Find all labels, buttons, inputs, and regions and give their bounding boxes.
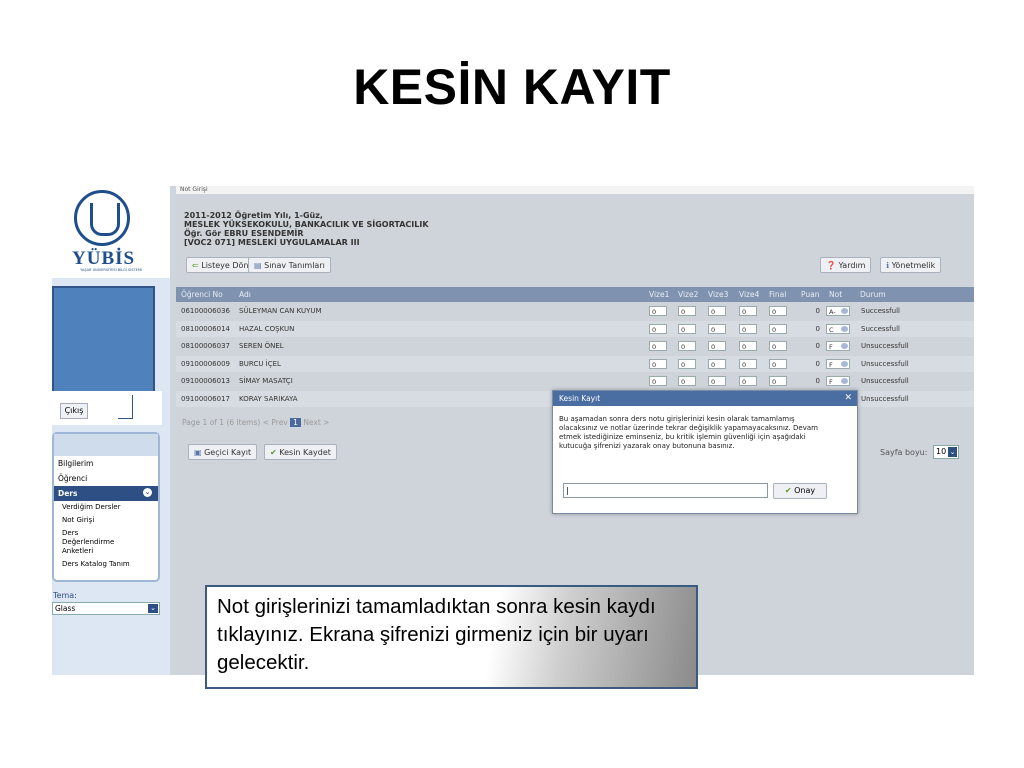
status-text: Unsuccessfull bbox=[861, 377, 909, 385]
submenu-item-ders-katalog[interactable]: Ders Katalog Tanım bbox=[62, 560, 130, 568]
confirm-label: Onay bbox=[794, 486, 816, 495]
score-value: 0 bbox=[815, 377, 820, 385]
submenu-item-not-girisi[interactable]: Not Girişi bbox=[62, 516, 95, 524]
student-name: KORAY SARIKAYA bbox=[239, 394, 298, 403]
grade-input[interactable]: 0 bbox=[739, 324, 757, 334]
exam-definitions-button[interactable] bbox=[248, 257, 331, 273]
column-header[interactable]: Öğrenci No bbox=[181, 290, 223, 299]
grade-input[interactable]: 0 bbox=[769, 324, 787, 334]
info-icon: ℹ bbox=[886, 261, 890, 270]
menu-item-bilgilerim[interactable]: Bilgilerim bbox=[58, 459, 94, 468]
pager-current[interactable]: 1 bbox=[290, 418, 301, 427]
menu-item-ders[interactable] bbox=[54, 486, 158, 501]
letter-grade-value: C bbox=[829, 325, 834, 334]
logo-emblem-icon bbox=[74, 190, 130, 246]
logo-subtitle: YAŞAR ÜNİVERSİTESİ BİLGİ SİSTEMİ bbox=[80, 268, 142, 272]
nav-menu bbox=[52, 432, 160, 582]
help-label: Yardım bbox=[838, 261, 866, 270]
letter-grade-select[interactable] bbox=[826, 324, 850, 334]
theme-label: Tema: bbox=[53, 591, 77, 600]
letter-grade-value: F bbox=[829, 343, 833, 351]
course-info-line: 2011-2012 Öğretim Yılı, 1-Güz, bbox=[184, 211, 323, 220]
page-size-select[interactable] bbox=[933, 445, 959, 459]
chevron-down-icon[interactable]: ⌄ bbox=[148, 604, 158, 613]
chevron-down-icon[interactable] bbox=[841, 343, 848, 349]
letter-grade-value: F bbox=[829, 360, 833, 369]
student-name: BURCU İÇEL bbox=[239, 359, 281, 368]
letter-grade-select[interactable] bbox=[826, 376, 850, 386]
check-icon: ✔ bbox=[270, 448, 277, 457]
grade-input[interactable]: 0 bbox=[708, 306, 726, 316]
grade-input[interactable]: 0 bbox=[649, 376, 667, 386]
grade-input[interactable]: 0 bbox=[769, 341, 787, 351]
theme-value: Glass bbox=[55, 604, 76, 613]
grade-input[interactable]: 0 bbox=[769, 376, 787, 386]
table-row bbox=[176, 356, 974, 372]
score-value: 0 bbox=[815, 307, 820, 315]
pager-prev[interactable]: < Prev bbox=[262, 418, 288, 427]
divider bbox=[132, 395, 133, 419]
student-number: 06100006036 bbox=[181, 307, 230, 315]
student-number: 08100006037 bbox=[181, 342, 230, 350]
password-input[interactable]: | bbox=[563, 483, 768, 498]
course-info-line: Öğr. Gör EBRU ESENDEMİR bbox=[184, 229, 304, 238]
grade-input[interactable]: 0 bbox=[649, 359, 667, 369]
grade-input[interactable]: 0 bbox=[649, 306, 667, 316]
help-icon: ❓ bbox=[826, 261, 836, 270]
grade-input[interactable]: 0 bbox=[678, 306, 696, 316]
course-info-line: MESLEK YÜKSEKOKULU, BANKACILIK VE SİGORTACILIK bbox=[184, 220, 429, 229]
letter-grade-select[interactable] bbox=[826, 359, 850, 369]
status-text: Successfull bbox=[861, 324, 900, 333]
table-row bbox=[176, 373, 974, 389]
grade-input[interactable]: 0 bbox=[649, 341, 667, 351]
chevron-down-icon[interactable] bbox=[841, 308, 848, 314]
score-value: 0 bbox=[815, 359, 820, 368]
final-save-label: Kesin Kaydet bbox=[279, 448, 331, 457]
table-row bbox=[176, 338, 974, 354]
column-header[interactable]: Durum bbox=[860, 290, 886, 299]
slide-title: KESİN KAYIT bbox=[353, 59, 671, 115]
status-text: Unsuccessfull bbox=[861, 359, 909, 368]
menu-item-ogrenci[interactable]: Öğrenci bbox=[58, 474, 88, 483]
letter-grade-value: A- bbox=[829, 308, 836, 316]
student-name: SEREN ÖNEL bbox=[239, 342, 284, 350]
pager bbox=[182, 418, 329, 427]
letter-grade-select[interactable] bbox=[826, 341, 850, 351]
submenu-item-verdigim-dersler[interactable]: Verdiğim Dersler bbox=[62, 503, 121, 511]
grade-input[interactable]: 0 bbox=[708, 341, 726, 351]
column-header[interactable]: Vize2 bbox=[678, 290, 699, 299]
student-number: 08100006014 bbox=[181, 324, 230, 333]
course-info bbox=[184, 211, 429, 247]
exam-definitions-label: Sınav Tanımları bbox=[264, 261, 325, 270]
grade-input[interactable]: 0 bbox=[678, 341, 696, 351]
regulation-label: Yönetmelik bbox=[891, 261, 936, 270]
arrow-left-icon: ⇐ bbox=[192, 261, 199, 270]
status-text: Unsuccessfull bbox=[861, 394, 909, 403]
help-button[interactable] bbox=[820, 257, 871, 273]
column-header[interactable]: Vize1 bbox=[649, 290, 670, 299]
regulation-button[interactable] bbox=[880, 257, 941, 273]
temporary-save-button[interactable] bbox=[188, 444, 257, 460]
table-row bbox=[176, 321, 974, 337]
course-info-line: [VOC2 071] MESLEKİ UYGULAMALAR III bbox=[184, 238, 360, 247]
document-icon: ▤ bbox=[254, 261, 262, 270]
logo-text: YÜBİS bbox=[72, 248, 136, 269]
save-icon: ▣ bbox=[194, 448, 202, 457]
chevron-down-icon[interactable] bbox=[841, 378, 848, 384]
column-header[interactable]: Vize4 bbox=[739, 290, 760, 299]
grade-input[interactable]: 0 bbox=[739, 376, 757, 386]
back-to-list-button[interactable] bbox=[186, 257, 254, 273]
caption-text: Not girişlerinizi tamamladıktan sonra kesin kaydı tıklayınız. Ekrana şifrenizi girmeniz için bir uyarı gelecektir. bbox=[217, 595, 656, 674]
score-value: 0 bbox=[815, 324, 820, 333]
table-row bbox=[176, 303, 974, 319]
grade-input[interactable]: 0 bbox=[769, 306, 787, 316]
student-name: SÜLEYMAN CAN KUYUM bbox=[239, 307, 322, 315]
dialog-title: Kesin Kayıt bbox=[559, 394, 601, 403]
column-header[interactable]: Adı bbox=[239, 290, 251, 299]
student-number: 09100006009 bbox=[181, 359, 230, 368]
status-text: Successfull bbox=[861, 307, 900, 315]
caption-callout bbox=[205, 585, 698, 689]
sidebar bbox=[52, 186, 170, 675]
pager-text: Page 1 of 1 (6 items) bbox=[182, 418, 261, 427]
student-name: HAZAL COŞKUN bbox=[239, 324, 295, 333]
column-header[interactable]: Vize3 bbox=[708, 290, 729, 299]
divider bbox=[118, 418, 133, 419]
grade-input[interactable]: 0 bbox=[739, 359, 757, 369]
score-value: 0 bbox=[815, 342, 820, 350]
user-panel bbox=[52, 286, 155, 404]
grade-input[interactable]: 0 bbox=[708, 376, 726, 386]
top-bar: Not Girişi bbox=[176, 186, 974, 194]
grade-input[interactable]: 0 bbox=[678, 324, 696, 334]
dialog-message: Bu aşamadan sonra ders notu girişlerinizi kesin olarak tamamlamış olacaksınız ve notlar üzerinde tekrar değişiklik yapamayacaksınız. Devam etmek istediğinize eminseniz, bu kritik işlemin güvenliği için aşağıdaki kutucuğa şifrenizi yazarak onay butonuna basınız. bbox=[559, 415, 818, 450]
back-to-list-label: Listeye Dön bbox=[201, 261, 249, 270]
pager-next[interactable]: Next > bbox=[303, 418, 330, 427]
letter-grade-select[interactable] bbox=[826, 306, 850, 316]
page-size-label: Sayfa boyu: bbox=[880, 448, 928, 457]
student-name: SİMAY MASATÇI bbox=[239, 377, 293, 385]
status-text: Unsuccessfull bbox=[861, 342, 909, 350]
grade-input[interactable]: 0 bbox=[708, 359, 726, 369]
grade-input[interactable]: 0 bbox=[678, 376, 696, 386]
column-header[interactable]: Final bbox=[769, 290, 787, 299]
temporary-save-label: Geçici Kayıt bbox=[204, 448, 252, 457]
column-header[interactable]: Puan bbox=[801, 290, 820, 299]
column-header[interactable]: Not bbox=[829, 290, 843, 299]
student-number: 09100006017 bbox=[181, 394, 230, 403]
letter-grade-value: F bbox=[829, 378, 833, 386]
logout-button[interactable]: Çıkış bbox=[60, 403, 88, 419]
menu-item-ders-label: Ders bbox=[58, 489, 78, 498]
grade-input[interactable]: 0 bbox=[739, 341, 757, 351]
confirm-button[interactable] bbox=[773, 483, 827, 499]
close-icon[interactable]: ✕ bbox=[844, 393, 852, 403]
page-size-value: 10 bbox=[936, 447, 947, 456]
chevron-down-icon[interactable]: ⌄ bbox=[949, 448, 956, 456]
student-number: 09100006013 bbox=[181, 377, 230, 385]
final-save-button[interactable] bbox=[264, 444, 337, 460]
menu-header bbox=[54, 434, 158, 456]
logo bbox=[52, 186, 170, 278]
grade-input[interactable]: 0 bbox=[739, 306, 757, 316]
submenu-item-ders-degerlendirme[interactable]: Ders Değerlendirme Anketleri bbox=[62, 529, 115, 555]
chevron-down-icon[interactable] bbox=[841, 326, 848, 332]
confirm-dialog bbox=[552, 390, 858, 514]
grade-input[interactable]: 0 bbox=[708, 324, 726, 334]
grid-header bbox=[176, 287, 974, 302]
check-icon: ✔ bbox=[784, 486, 792, 495]
grade-input[interactable]: 0 bbox=[649, 324, 667, 334]
chevron-down-icon[interactable] bbox=[841, 361, 848, 367]
theme-select[interactable] bbox=[52, 602, 160, 615]
grade-input[interactable]: 0 bbox=[678, 359, 696, 369]
dialog-title-bar bbox=[553, 391, 857, 406]
chevron-down-icon[interactable]: ⌄ bbox=[144, 488, 151, 496]
logout-area bbox=[52, 391, 162, 425]
grade-input[interactable]: 0 bbox=[769, 359, 787, 369]
